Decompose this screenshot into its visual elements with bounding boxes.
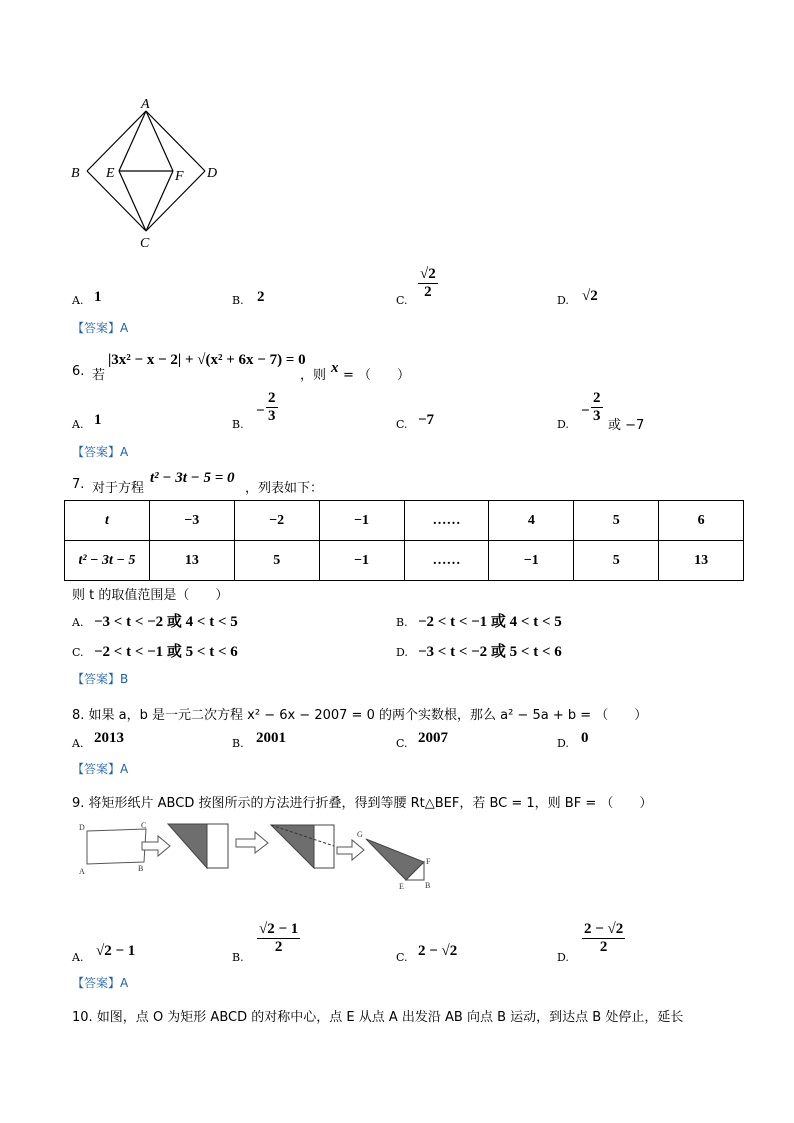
q9-option-d-numerator: 2 − √2 <box>584 921 624 937</box>
fold-step2-flap <box>207 824 228 868</box>
label-b: B <box>71 166 80 181</box>
q7-prefix: 对于方程 <box>92 481 145 496</box>
q9-option-d-fraction <box>582 921 625 956</box>
q6-prefix: 若 <box>92 368 106 383</box>
q6-option-b-fraction <box>266 390 278 425</box>
label-f: F <box>175 169 184 184</box>
q6-option-d-label: D. <box>557 418 569 431</box>
q9-option-b-label: B. <box>232 951 244 964</box>
q6-variable: x <box>331 360 339 376</box>
q9-option-d-label: D. <box>557 951 569 964</box>
table-row <box>65 501 744 541</box>
q5-figure <box>60 90 230 255</box>
q8-option-d-label: D. <box>557 737 569 750</box>
q6-option-a-value: 1 <box>94 412 102 428</box>
fold-label-a: A <box>79 867 85 876</box>
q8-option-c-value: 2007 <box>418 730 448 746</box>
table-header-expression: t² − 3t − 5 <box>65 541 150 581</box>
q6-answer: 【答案】A <box>72 445 129 459</box>
table-cell: 13 <box>659 541 744 581</box>
table-cell: 5 <box>234 541 319 581</box>
q7-option-d-value: −3 < t < −2 或 5 < t < 6 <box>418 644 562 660</box>
q5-option-c-numerator: √2 <box>420 266 436 282</box>
q7-option-b-value: −2 < t < −1 或 4 < t < 5 <box>418 614 562 630</box>
q8-text: 8. 如果 a，b 是一元二次方程 x² − 6x − 2007 = 0 的两个实数根，那么 a² − 5a + b = （ ） <box>72 708 648 723</box>
q7-equation: t² − 3t − 5 = 0 <box>150 470 235 486</box>
q5-option-a-value: 1 <box>94 289 102 305</box>
q9-option-c-label: C. <box>396 951 408 964</box>
q7-option-d-label: D. <box>396 646 408 659</box>
q7-post: ，列表如下： <box>245 481 324 496</box>
fold-step3-triangle <box>271 825 314 868</box>
table-cell: −1 <box>319 501 404 541</box>
fold-arrow-2 <box>236 832 268 853</box>
q8-option-a-value: 2013 <box>94 730 124 746</box>
edge-ec <box>119 171 146 231</box>
q8-answer: 【答案】A <box>72 762 129 776</box>
fold-label-b: B <box>138 864 144 873</box>
fold-step2-triangle <box>168 824 207 868</box>
table-cell: 13 <box>149 541 234 581</box>
q5-option-d-value: √2 <box>582 288 598 304</box>
table-row <box>65 541 744 581</box>
q7-option-a-label: A. <box>72 616 84 629</box>
q6-option-b-denominator: 3 <box>268 408 276 424</box>
q6-option-b-sign: − <box>256 403 265 419</box>
q6-number: 6. <box>72 364 85 379</box>
q6-option-b-numerator: 2 <box>268 390 276 406</box>
fold-label-f: F <box>426 857 431 866</box>
q5-answer: 【答案】A <box>72 321 129 335</box>
table-cell: 4 <box>489 501 574 541</box>
q6-post: ，则 <box>300 368 327 383</box>
q8-option-d-value: 0 <box>581 730 589 746</box>
table-cell: …… <box>404 501 489 541</box>
fold-label-c: C <box>141 821 147 830</box>
q7-number: 7. <box>72 477 85 492</box>
q6-option-d-numerator: 2 <box>593 390 601 406</box>
table-cell: −2 <box>234 501 319 541</box>
q7-option-b-label: B. <box>396 616 408 629</box>
fold-arrow-1 <box>142 836 170 856</box>
label-c: C <box>140 236 150 251</box>
q10-text: 10. 如图，点 O 为矩形 ABCD 的对称中心，点 E 从点 A 出发沿 AB 向点 B 运动，到达点 B 处停止，延长 <box>72 1010 684 1025</box>
q5-option-c-denominator: 2 <box>424 284 432 300</box>
fold-arrow-3 <box>337 840 364 860</box>
q7-question: 则 t 的取值范围是（ ） <box>72 588 229 603</box>
edge-ad <box>146 111 205 171</box>
q5-option-b-label: B. <box>232 294 244 307</box>
fold-label-d: D <box>79 823 85 832</box>
q7-option-c-label: C. <box>72 646 84 659</box>
table-cell: 5 <box>574 541 659 581</box>
q8-option-b-label: B. <box>232 737 244 750</box>
fold-label-b2: B <box>425 881 431 890</box>
q6-option-d-denominator: 3 <box>593 408 601 424</box>
q7-option-c-value: −2 < t < −1 或 5 < t < 6 <box>94 644 238 660</box>
q9-figure <box>72 818 442 898</box>
table-cell: −1 <box>319 541 404 581</box>
q9-option-b-denominator: 2 <box>274 939 283 955</box>
q9-option-c-value: 2 − √2 <box>418 943 458 959</box>
q6-option-d-sign: − <box>581 403 590 419</box>
edge-fc <box>146 171 173 231</box>
table-cell: 6 <box>659 501 744 541</box>
fold-step1-rectangle <box>87 829 146 864</box>
table-cell: −3 <box>149 501 234 541</box>
q7-answer: 【答案】B <box>72 672 129 686</box>
q8-option-c-label: C. <box>396 737 408 750</box>
q5-option-a-label: A. <box>72 294 84 307</box>
q5-option-c-label: C. <box>396 294 408 307</box>
q6-option-c-value: −7 <box>418 412 435 428</box>
q8-option-a-label: A. <box>72 737 84 750</box>
q9-text: 9. 将矩形纸片 ABCD 按图所示的方法进行折叠，得到等腰 Rt△BEF，若 BC = 1，则 BF = （ ） <box>72 796 653 811</box>
edge-ab <box>87 111 146 171</box>
fold-step3-flap <box>314 825 334 868</box>
label-e: E <box>106 166 115 181</box>
edge-ae <box>119 111 146 171</box>
q5-option-d-label: D. <box>557 294 569 307</box>
label-a: A <box>141 97 150 112</box>
q9-option-b-numerator: √2 − 1 <box>259 921 299 937</box>
label-d: D <box>207 166 218 181</box>
q6-option-a-label: A. <box>72 418 84 431</box>
edge-af <box>146 111 173 171</box>
q6-expression: |3x² − x − 2| + √(x² + 6x − 7) = 0 <box>108 352 306 368</box>
q9-option-d-denominator: 2 <box>599 939 608 955</box>
q6-option-c-label: C. <box>396 418 408 431</box>
table-cell: 5 <box>574 501 659 541</box>
q8-option-b-value: 2001 <box>256 730 286 746</box>
q5-option-c-fraction <box>418 266 438 301</box>
q9-answer: 【答案】A <box>72 976 129 990</box>
q6-tail: = （ ） <box>343 368 411 383</box>
q9-option-a-label: A. <box>72 951 84 964</box>
table-header-t: t <box>65 501 150 541</box>
table-cell: …… <box>404 541 489 581</box>
fold-label-e: E <box>399 882 404 891</box>
q6-option-d-tail: 或 −7 <box>608 418 645 433</box>
q6-option-d-fraction <box>591 390 603 425</box>
q9-option-a-value: √2 − 1 <box>96 943 136 959</box>
edge-bc <box>87 171 146 231</box>
q7-option-a-value: −3 < t < −2 或 4 < t < 5 <box>94 614 238 630</box>
q9-option-b-fraction <box>257 921 300 956</box>
q6-option-b-label: B. <box>232 418 244 431</box>
q5-option-b-value: 2 <box>257 289 265 305</box>
table-cell: −1 <box>489 541 574 581</box>
fold-label-g: G <box>357 830 363 839</box>
q7-value-table <box>64 500 744 581</box>
